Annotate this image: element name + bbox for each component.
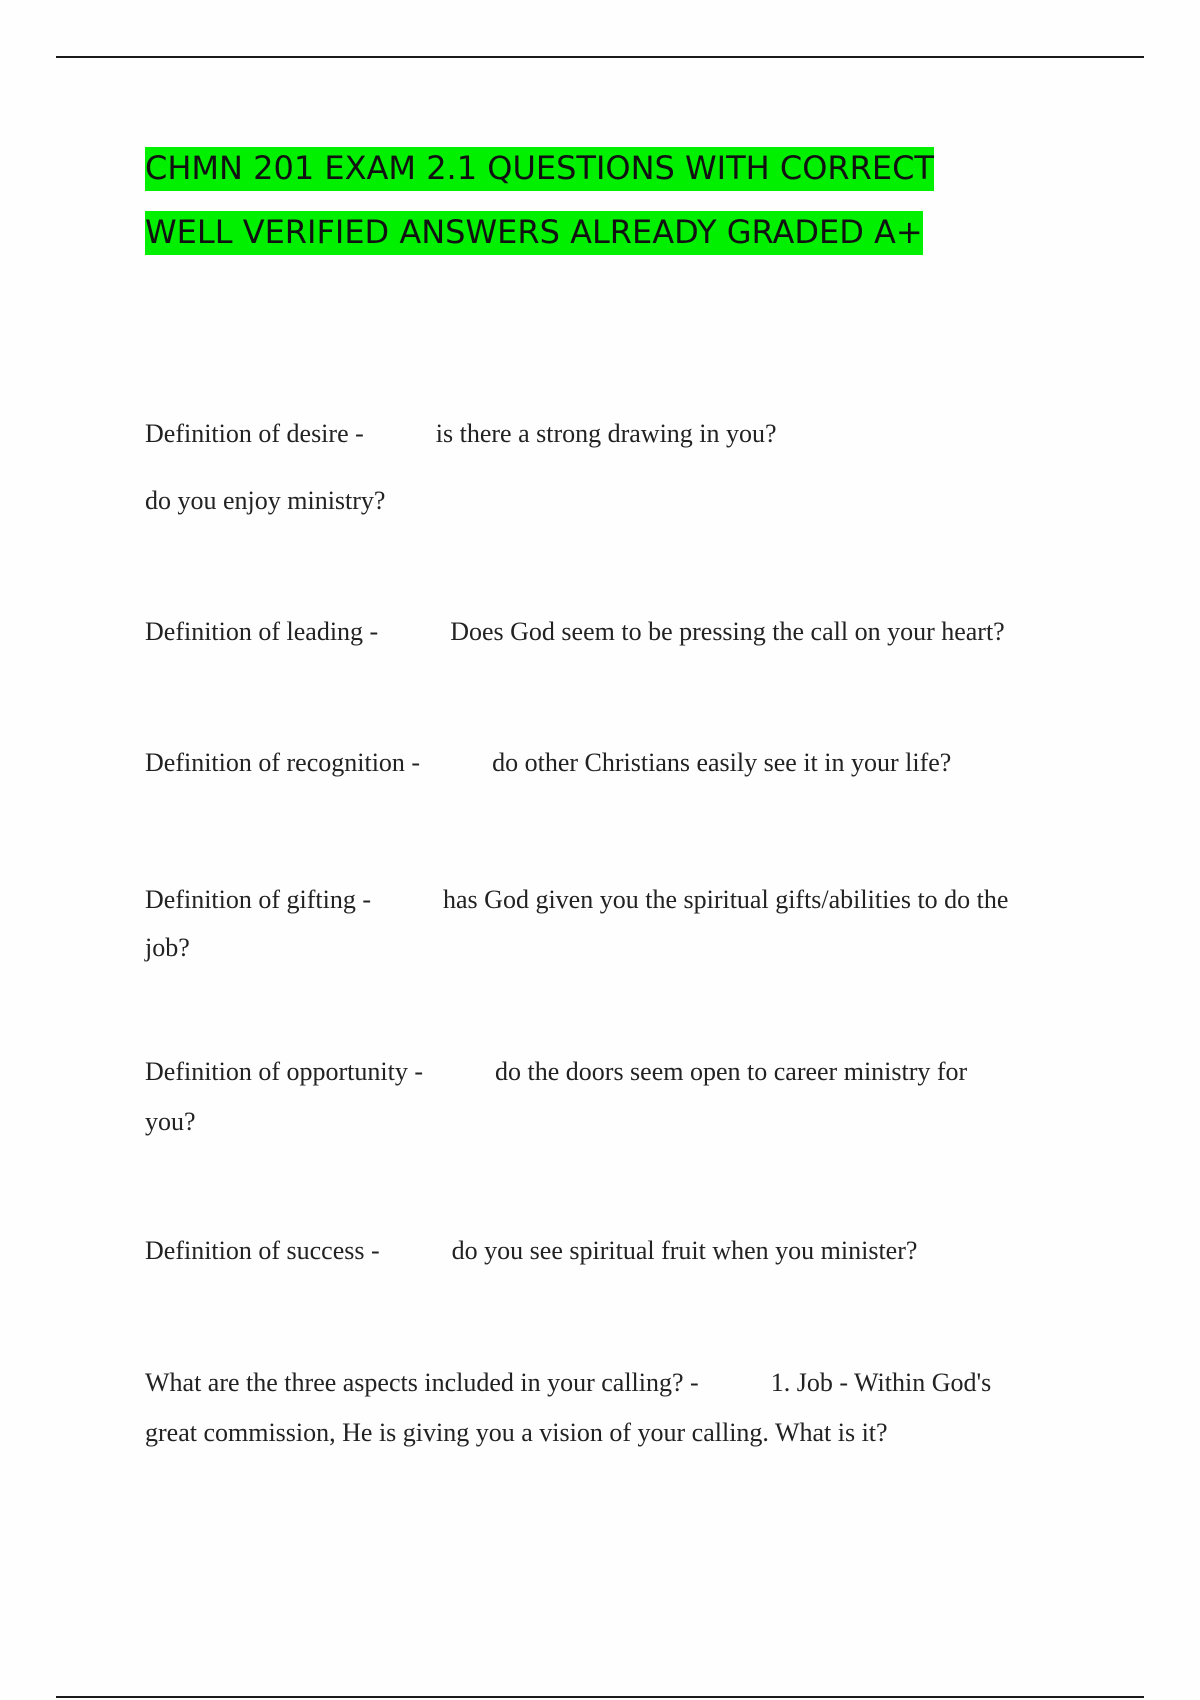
answer-recognition: do other Christians easily see it in your life? — [492, 748, 952, 777]
answer-success: do you see spiritual fruit when you minister? — [451, 1236, 918, 1265]
answer-gifting: has God given you the spiritual gifts/abilities to do the — [443, 885, 1009, 914]
term-success: Definition of success - — [145, 1236, 380, 1265]
answer-desire-cont: do you enjoy ministry? — [145, 486, 386, 515]
footer-rule — [56, 1696, 1144, 1698]
qa-item-gifting — [145, 876, 1100, 972]
term-desire: Definition of desire - — [145, 419, 364, 448]
qa-item-leading — [145, 614, 1100, 650]
answer-three-aspects: 1. Job - Within God's — [770, 1368, 992, 1397]
term-three-aspects: What are the three aspects included in your calling? - — [145, 1368, 699, 1397]
qa-item-opportunity — [145, 1047, 1100, 1147]
header-rule — [56, 56, 1144, 58]
answer-opportunity: do the doors seem open to career ministry for — [495, 1057, 968, 1086]
term-leading: Definition of leading - — [145, 617, 379, 646]
qa-item-success — [145, 1233, 1100, 1269]
qa-item-desire — [145, 416, 1100, 519]
answer-leading: Does God seem to be pressing the call on your heart? — [450, 617, 1005, 646]
qa-item-recognition — [145, 745, 1100, 781]
answer-three-aspects-cont: great commission, He is giving you a vision of your calling. What is it? — [145, 1418, 888, 1447]
answer-opportunity-cont: you? — [145, 1107, 196, 1136]
qa-item-three-aspects — [145, 1358, 1100, 1458]
answer-desire: is there a strong drawing in you? — [435, 419, 777, 448]
answer-gifting-cont: job? — [145, 933, 190, 962]
term-gifting: Definition of gifting - — [145, 885, 372, 914]
term-recognition: Definition of recognition - — [145, 748, 421, 777]
title-line-1: CHMN 201 EXAM 2.1 QUESTIONS WITH CORRECT — [145, 136, 1105, 200]
document-title — [145, 136, 1105, 264]
title-line-2: WELL VERIFIED ANSWERS ALREADY GRADED A+ — [145, 200, 1105, 264]
term-opportunity: Definition of opportunity - — [145, 1057, 424, 1086]
